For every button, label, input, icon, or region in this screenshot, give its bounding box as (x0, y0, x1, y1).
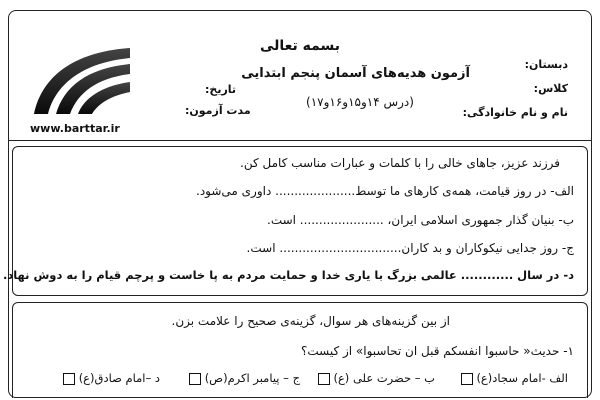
option-label: الف -امام سجاد(ع) (476, 371, 568, 385)
fill-in-item: ج- روز جدایی نیکوکاران و بد کاران................................ است. (246, 241, 574, 255)
option-checkbox[interactable] (189, 373, 201, 385)
fill-in-item: ب- بنیان گذار جمهوری اسلامی ایران، ...................... است. (267, 213, 574, 227)
duration-label: مدت آزمون: (185, 104, 251, 117)
website-url: www.barttar.ir (30, 122, 120, 135)
barttar-logo (26, 44, 136, 116)
header-divider (8, 140, 592, 141)
option-b[interactable] (314, 371, 435, 385)
option-checkbox[interactable] (63, 373, 75, 385)
option-checkbox[interactable] (461, 373, 473, 385)
option-label: ج – پیامبر اکرم(ص) (204, 371, 300, 385)
bismillah-heading: بسمه تعالی (259, 38, 341, 54)
exam-title: آزمون هدیه‌های آسمان پنجم ابتدایی (241, 66, 470, 81)
option-label: ب – حضرت علی (ع) (333, 371, 435, 385)
date-label: تاریخ: (205, 83, 237, 96)
school-label: دبستان: (524, 58, 568, 71)
fill-in-item: د- در سال ............ عالمی بزرگ با یاری خدا و حمایت مردم به پا خاست و پرچم قیام را به دوش نهاد. (2, 268, 574, 282)
section1-instruction: فرزند عزیز، جاهای خالی را با کلمات و عبارات مناسب کامل کن. (240, 156, 560, 170)
class-label: کلاس: (533, 82, 568, 95)
fill-in-item: الف- در روز قیامت، همه‌ی کارهای ما توسط..................... داوری می‌شود. (196, 184, 574, 198)
option-label: د –امام صادق(ع) (78, 371, 160, 385)
student-name-label: نام و نام خانوادگی: (462, 106, 568, 119)
option-checkbox[interactable] (318, 373, 330, 385)
exam-lessons: (درس ۱۴و۱۵و۱۶و۱۷) (306, 95, 414, 109)
option-a[interactable] (457, 371, 568, 385)
option-c[interactable] (185, 371, 300, 385)
option-d[interactable] (59, 371, 160, 385)
question-text: ۱- حدیث« حاسبوا انفسکم قبل ان تحاسبوا» از کیست؟ (300, 344, 574, 358)
section2-instruction: از بین گزینه‌های هر سوال، گزینه‌ی صحیح را علامت بزن. (171, 314, 450, 328)
